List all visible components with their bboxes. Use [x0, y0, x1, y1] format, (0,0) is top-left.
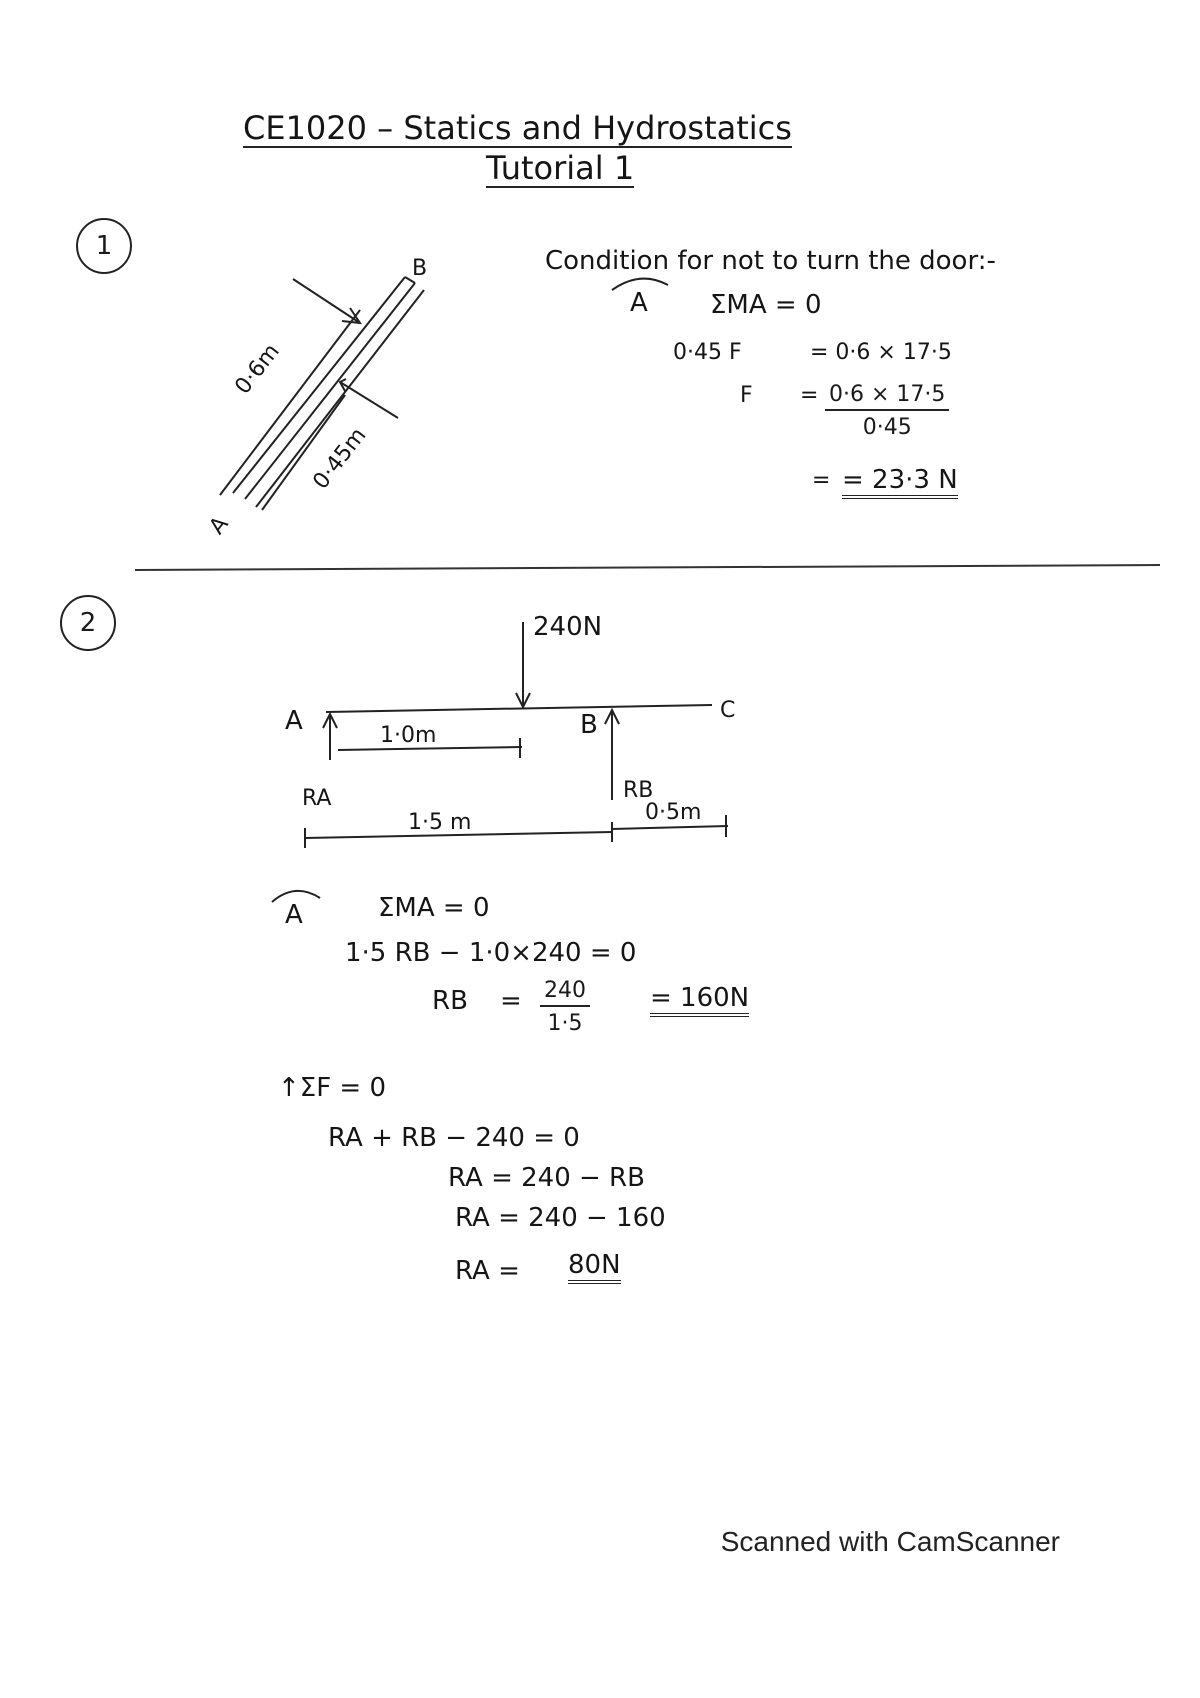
- q2-eq2: 1·5 RB − 1·0×240 = 0: [345, 938, 637, 968]
- beam-line: [326, 705, 712, 712]
- dim-label-05: 0·5m: [645, 800, 702, 825]
- q1-eq3-denominator: 0·45: [862, 415, 912, 440]
- q2-ra-result: 80N: [568, 1252, 621, 1284]
- q2-eq3-numerator: 240: [540, 978, 590, 1007]
- title-line-2: Tutorial 1: [486, 149, 635, 187]
- q2-eq6: RA = 240 − 160: [455, 1203, 666, 1233]
- q2-rb-result: = 160N: [650, 985, 749, 1017]
- q2-eq5: RA = 240 − RB: [448, 1163, 645, 1193]
- dim-label-045: 0·45m: [308, 423, 372, 495]
- section-divider: [135, 565, 1160, 570]
- q1-eq3-numerator: 0·6 × 17·5: [825, 382, 949, 411]
- title-line-1: CE1020 – Statics and Hydrostatics: [243, 109, 792, 147]
- door-label-b: B: [412, 256, 428, 281]
- q2-eq3-equals: =: [500, 986, 522, 1016]
- q1-eq-sum-moments: ΣMA = 0: [710, 290, 822, 320]
- q2-eq3-fraction: [540, 978, 590, 1036]
- question-number-1: 1: [76, 218, 132, 274]
- q1-eq2-lhs: 0·45 F: [673, 340, 742, 365]
- q1-condition-text: Condition for not to turn the door:-: [545, 246, 996, 276]
- q2-eq4: RA + RB − 240 = 0: [328, 1123, 580, 1153]
- reaction-label-ra: RA: [302, 786, 332, 811]
- q2-eq3-denominator: 1·5: [547, 1011, 583, 1036]
- q2-eq-sum-moments: ΣMA = 0: [378, 893, 490, 923]
- q1-eq3-fraction: [825, 382, 949, 440]
- q1-eq3-lhs: F: [740, 383, 753, 408]
- q2-force-sum: ↑ΣF = 0: [278, 1073, 387, 1103]
- scanner-watermark: Scanned with CamScanner: [720, 1526, 1060, 1557]
- beam-label-a: A: [285, 706, 303, 736]
- dim-label-10: 1·0m: [380, 723, 437, 748]
- dim-label-15: 1·5 m: [408, 810, 472, 835]
- dim-label-06: 0·6m: [230, 339, 285, 400]
- door-label-a: A: [204, 512, 234, 540]
- force-arrow-f: [340, 382, 398, 418]
- force-arrow-17-5: [293, 279, 360, 323]
- q1-eq2-rhs: = 0·6 × 17·5: [810, 340, 952, 365]
- q2-eq7-lhs: RA =: [455, 1256, 520, 1286]
- q1-result: = 23·3 N: [842, 467, 958, 499]
- reaction-label-rb: RB: [623, 778, 654, 803]
- q1-moment-direction: A: [630, 288, 648, 318]
- beam-label-b: B: [580, 710, 598, 740]
- q2-eq3-lhs: RB: [432, 986, 468, 1016]
- question-number-2: 2: [60, 595, 116, 651]
- load-label: 240N: [533, 612, 603, 642]
- q1-equals-sign: =: [812, 468, 831, 493]
- q1-eq3-equals: =: [800, 383, 819, 408]
- q2-moment-direction: A: [285, 900, 303, 930]
- beam-label-c: C: [720, 698, 736, 723]
- dim-line-05: [612, 826, 728, 829]
